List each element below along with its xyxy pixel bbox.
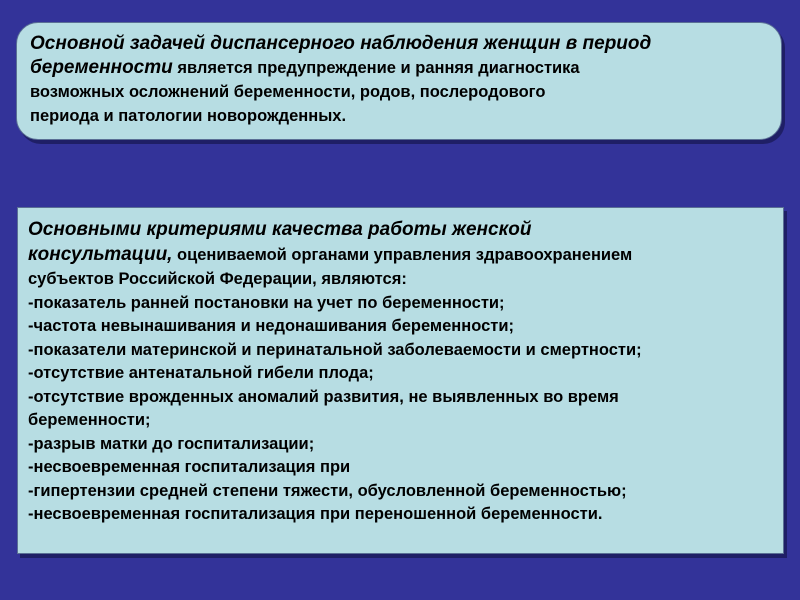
criteria-line-1 (28, 217, 773, 242)
task-line-3 (30, 80, 767, 104)
criteria-line-4 (28, 291, 773, 315)
criteria-line-7-text: -отсутствие антенатальной гибели плода; (28, 364, 374, 382)
task-line-1-italic: Основной задачей диспансерного наблюдения женщин в период (30, 33, 652, 54)
criteria-line-2-text: оцениваемой органами управления здравоохранением (172, 246, 633, 264)
criteria-line-5-text: -частота невынашивания и недонашивания беременности; (28, 317, 515, 335)
criteria-line-9-text: беременности; (28, 411, 151, 429)
criteria-line-7 (28, 361, 773, 385)
task-line-4 (30, 104, 767, 128)
criteria-line-6 (28, 338, 773, 362)
task-line-4-text: периода и патологии новорожденных. (30, 107, 347, 125)
task-line-2-italic: беременности (30, 57, 173, 78)
criteria-line-11-text: -несвоевременная госпитализация при (28, 458, 351, 476)
criteria-line-13 (28, 502, 773, 526)
criteria-line-8-text: -отсутствие врожденных аномалий развития, не выявленных во время (28, 387, 619, 406)
task-line-2 (30, 56, 767, 80)
criteria-line-9 (28, 408, 773, 432)
criteria-line-12-text: -гипертензии средней степени тяжести, обусловленной беременностью; (28, 481, 627, 500)
criteria-line-13-text: -несвоевременная госпитализация при переношенной беременности. (28, 505, 603, 523)
task-text-box (16, 22, 782, 140)
criteria-line-12 (28, 479, 773, 503)
task-line-1 (30, 32, 767, 56)
criteria-line-2 (28, 242, 773, 267)
criteria-line-3 (28, 267, 773, 291)
criteria-line-10 (28, 432, 773, 456)
criteria-text-box (17, 207, 784, 554)
criteria-line-1-italic: Основными критериями качества работы женской (28, 219, 532, 240)
criteria-line-8 (28, 385, 773, 409)
criteria-line-10-text: -разрыв матки до госпитализации; (28, 434, 315, 453)
criteria-line-6-text: -показатели материнской и перинатальной заболеваемости и смертности; (28, 340, 642, 359)
task-line-3-text: возможных осложнений беременности, родов, послеродового (30, 83, 546, 101)
criteria-line-5 (28, 314, 773, 338)
criteria-line-3-text: субъектов Российской Федерации, являются: (28, 270, 407, 288)
criteria-line-2-italic: консультации, (28, 244, 173, 265)
criteria-line-4-text: -показатель ранней постановки на учет по беременности; (28, 293, 505, 312)
task-line-2-text: является предупреждение и ранняя диагностика (172, 59, 580, 77)
criteria-line-11 (28, 455, 773, 479)
